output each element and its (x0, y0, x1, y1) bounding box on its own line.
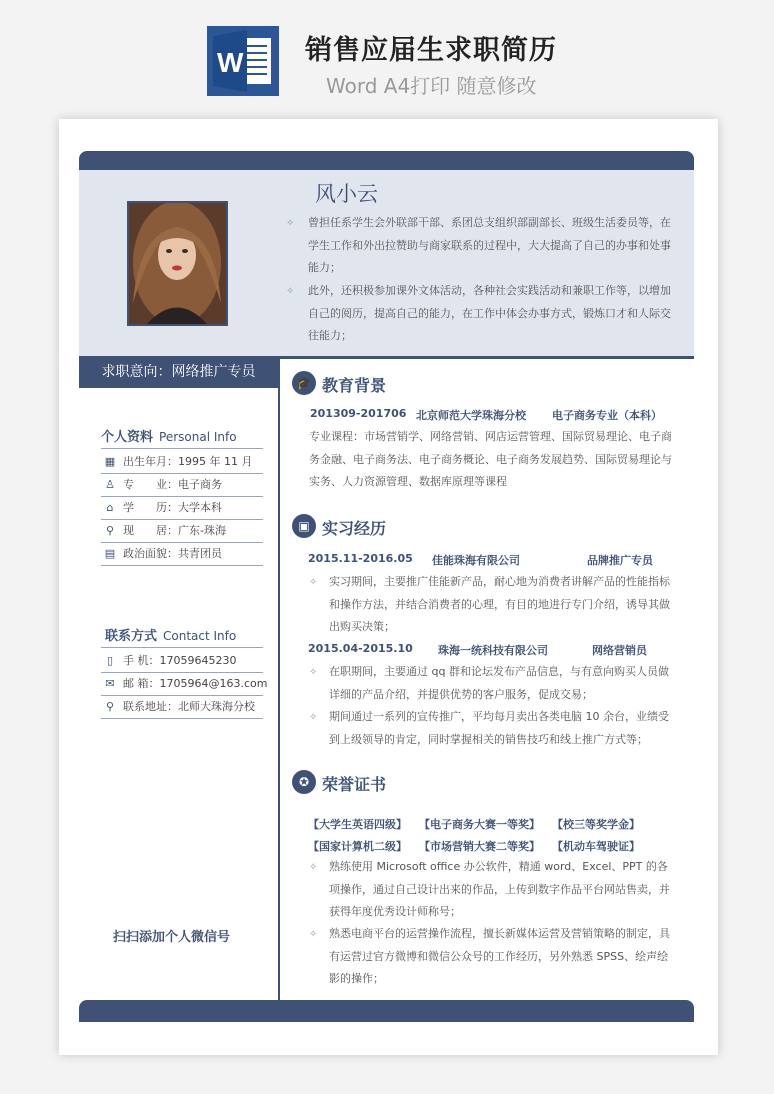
clipboard-icon: ▣ (292, 514, 316, 538)
location-icon: ⚲ (105, 524, 115, 537)
info-row-degree: ⌂ 学 历：大学本科 (101, 497, 263, 520)
word-logo-icon (207, 26, 279, 96)
contact-info-heading: 联系方式 Contact Info (105, 629, 237, 644)
banner-subtitle: Word A4打印 随意修改 (326, 74, 537, 98)
location-icon: ⚲ (105, 700, 115, 713)
contact-row-email: ✉ 邮 箱：1705964@163.com (101, 673, 263, 696)
contact-row-phone: ▯ 手 机：17059645230 (101, 650, 263, 673)
diamond-bullet-icon: ✧ (309, 862, 318, 873)
phone-icon: ▯ (106, 654, 114, 667)
diamond-bullet-icon: ✧ (309, 712, 318, 723)
bottom-bar (79, 1000, 694, 1022)
candidate-name: 风小云 (315, 182, 378, 206)
award-item: 【国家计算机二级】 (308, 840, 407, 853)
job-company: 佳能珠海有限公司 (432, 554, 520, 567)
summary-line: 曾担任系学生会外联部干部、系团总支组织部副部长、班级生活委员等，在学生工作和外出拉赞助与商家联系的过程中，大大提高了自己的办事和处事能力； (308, 216, 671, 274)
graduation-cap-icon: ⌂ (106, 501, 114, 514)
wechat-caption: 扫扫添加个人微信号 (113, 930, 231, 945)
award-item: 【校三等奖学金】 (552, 818, 640, 831)
banner-title: 销售应届生求职简历 (305, 35, 557, 66)
honors-heading: 荣誉证书 (322, 775, 387, 794)
education-heading: 教育背景 (322, 376, 387, 395)
top-bar (79, 151, 694, 171)
diamond-bullet-icon: ✧ (309, 929, 318, 940)
job-intent: 求职意向：网络推广专员 (79, 356, 278, 388)
education-period: 201309-201706 (310, 407, 407, 420)
graduation-cap-icon: 🎓 (292, 371, 316, 395)
info-row-major: ♙ 专 业：电子商务 (101, 474, 263, 497)
info-row-birth: ▦ 出生年月：1995 年 11 月 (101, 451, 263, 474)
summary-line: 此外，还积极参加课外文体活动，各种社会实践活动和兼职工作等，以增加自己的阅历，提高自己的能力，在工作中体会办事方式，锻炼口才和人际交往能力； (308, 284, 671, 342)
education-courses: 专业课程：市场营销学、网络营销、网店运营管理、国际贸易理论、电子商务金融、电子商务法、电子商务概论、电子商务发展趋势、国际贸易理论与实务、人力资源管理、数据库原理等课程 (309, 430, 672, 488)
job-company: 珠海一统科技有限公司 (438, 644, 548, 657)
personal-info-heading: 个人资料 Personal Info (101, 430, 237, 445)
job-role: 品牌推广专员 (587, 554, 653, 567)
column-divider (278, 356, 280, 1000)
calendar-icon: ▦ (104, 455, 116, 468)
divider-line (101, 448, 263, 449)
header-underline (280, 356, 694, 359)
job-duty: 实习期间，主要推广佳能新产品，耐心地为消费者讲解产品的性能指标和操作方法，并结合消费者的心理，有目的地进行专门介绍，诱导其做出购买决策； (329, 575, 670, 633)
job-role: 网络营销员 (592, 644, 647, 657)
info-row-residence: ⚲ 现 居：广东-珠海 (101, 520, 263, 543)
user-icon: ♙ (105, 478, 115, 491)
diamond-bullet-icon: ✧ (309, 667, 318, 678)
education-major: 电子商务专业（本科） (552, 409, 662, 422)
info-row-politics: ▤ 政治面貌：共青团员 (101, 543, 263, 566)
award-item: 【机动车驾驶证】 (552, 840, 640, 853)
award-item: 【大学生英语四级】 (308, 818, 407, 831)
award-item: 【电子商务大赛一等奖】 (419, 818, 540, 831)
job-period: 2015.04-2015.10 (308, 642, 413, 655)
job-duty: 在职期间，主要通过 qq 群和论坛发布产品信息，与有意向购买人员做详细的产品介绍，并提供优势的客户服务，促成交易； (329, 665, 669, 701)
skill-item: 熟悉电商平台的运营操作流程，擅长新媒体运营及营销策略的制定，具有运营过官方微博和微信公众号的工作经历，另外熟悉 SPSS、绘声绘影的操作； (329, 927, 670, 985)
contact-row-address: ⚲ 联系地址：北师大珠海分校 (101, 696, 263, 719)
job-period: 2015.11-2016.05 (308, 552, 413, 565)
internship-heading: 实习经历 (322, 519, 387, 538)
education-school: 北京师范大学珠海分校 (416, 409, 526, 422)
word-logo-letter: W (217, 47, 244, 78)
diamond-bullet-icon: ✧ (286, 286, 295, 297)
diamond-bullet-icon: ✧ (309, 577, 318, 588)
award-item: 【市场营销大赛二等奖】 (419, 840, 540, 853)
job-duty: 期间通过一系列的宣传推广，平均每月卖出各类电脑 10 余台，业绩受到上级领导的肯定，同时掌握相关的销售技巧和线上推广方式等； (329, 710, 669, 746)
medal-icon: ✪ (292, 770, 316, 794)
profile-photo (127, 201, 228, 326)
id-card-icon: ▤ (104, 547, 116, 560)
mail-icon: ✉ (105, 677, 115, 690)
diamond-bullet-icon: ✧ (286, 218, 295, 229)
skill-item: 熟练使用 Microsoft office 办公软件，精通 word、Excel、PPT 的各项操作，通过自己设计出来的作品，上传到数字作品平台网站售卖，并获得年度优秀设计师称号； (329, 860, 670, 918)
divider-line (101, 647, 263, 648)
